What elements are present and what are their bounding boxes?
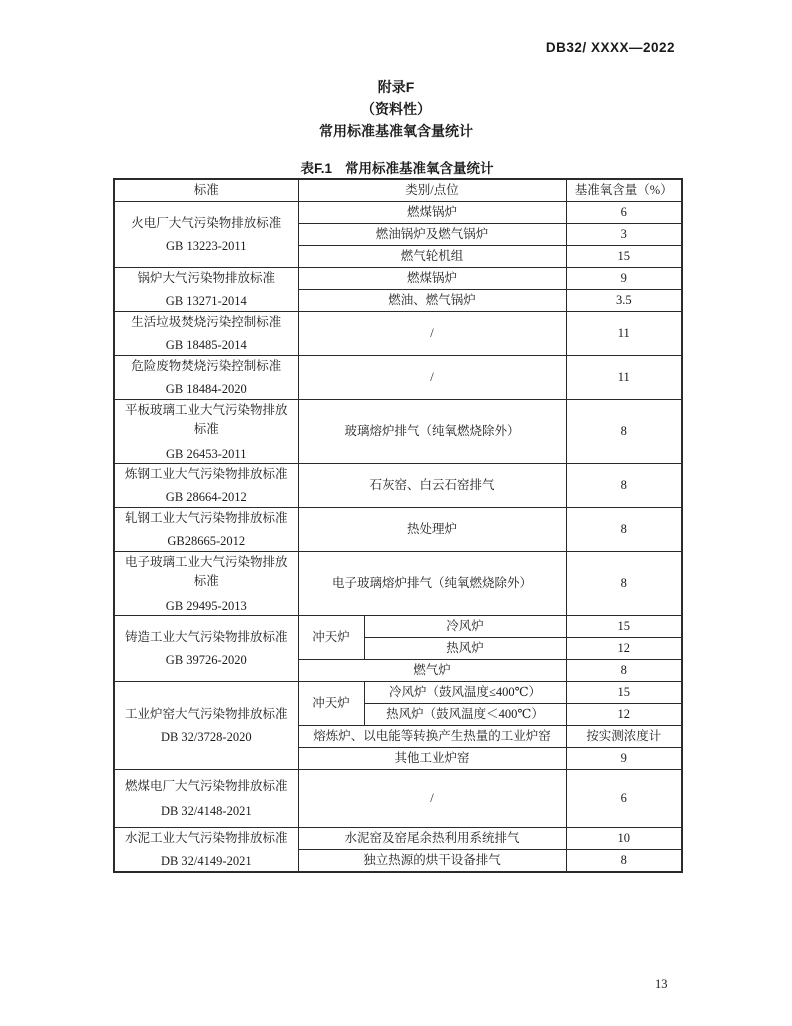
doc-code: DB32/ XXXX—2022 [545, 40, 675, 55]
category-cell: 热风炉（鼓风温度＜400℃） [364, 703, 566, 725]
standard-name: 生活垃圾焚烧污染控制标准 [131, 314, 282, 329]
standard-code: GB 39726-2020 [165, 653, 247, 668]
oxygen-value-cell: 3.5 [566, 289, 682, 311]
table-row [114, 769, 682, 827]
appendix-id: 附录F [377, 79, 415, 95]
standard-cell [114, 267, 298, 311]
category-cell: 热处理炉 [298, 507, 566, 551]
standard-cell [114, 551, 298, 615]
oxygen-value-cell: 12 [566, 703, 682, 725]
oxygen-value-cell: 9 [566, 747, 682, 769]
standard-cell [114, 681, 298, 769]
oxygen-content-table [113, 178, 683, 873]
standard-cell [114, 355, 298, 399]
standard-name: 燃煤电厂大气污染物排放标准 [124, 779, 288, 794]
standard-cell [114, 615, 298, 681]
oxygen-value-cell: 15 [566, 615, 682, 637]
standard-cell [114, 399, 298, 463]
table-header-row [114, 179, 682, 201]
table-caption-label: 表F.1 [300, 161, 332, 176]
standard-code: GB 26453-2011 [166, 446, 247, 461]
table-row [114, 355, 682, 399]
page-number: 13 [655, 977, 668, 991]
oxygen-value-cell: 8 [566, 551, 682, 615]
category-cell: 热风炉 [364, 637, 566, 659]
table-row [114, 615, 682, 637]
standard-code: GB 28664-2012 [165, 490, 247, 505]
category-cell: 燃煤锅炉 [298, 201, 566, 223]
standard-code: DB 32/4149-2021 [160, 854, 252, 869]
category-cell: 玻璃熔炉排气（纯氧燃烧除外） [298, 399, 566, 463]
table-row [114, 463, 682, 507]
oxygen-value-cell: 3 [566, 223, 682, 245]
standard-cell [114, 507, 298, 551]
category-cell: 电子玻璃熔炉排气（纯氧燃烧除外） [298, 551, 566, 615]
standard-name: 危险废物焚烧污染控制标准 [131, 358, 282, 373]
standard-name: 锅炉大气污染物排放标准 [137, 270, 275, 285]
table-caption [113, 157, 681, 177]
table-row [114, 681, 682, 703]
category-cell: / [298, 355, 566, 399]
oxygen-value-cell: 11 [566, 355, 682, 399]
oxygen-value-cell: 6 [566, 201, 682, 223]
table-row [114, 399, 682, 463]
category-cell: 燃气炉 [298, 659, 566, 681]
oxygen-value-cell: 按实测浓度计 [566, 725, 682, 747]
table-row [114, 827, 682, 849]
col-header-standard: 标准 [114, 179, 298, 201]
oxygen-value-cell: 8 [566, 659, 682, 681]
oxygen-value-cell: 8 [566, 399, 682, 463]
oxygen-value-cell: 15 [566, 245, 682, 267]
category-cell: / [298, 311, 566, 355]
oxygen-value-cell: 15 [566, 681, 682, 703]
standard-name: 轧钢工业大气污染物排放标准 [124, 510, 288, 525]
standard-name: 工业炉窑大气污染物排放标准 [124, 706, 288, 721]
standard-code: GB 29495-2013 [165, 598, 247, 613]
category-cell: 冷风炉（鼓风温度≤400℃） [364, 681, 566, 703]
table-row [114, 507, 682, 551]
standard-code: GB28665-2012 [167, 534, 246, 549]
oxygen-value-cell: 12 [566, 637, 682, 659]
category-cell: 熔炼炉、以电能等转换产生热量的工业炉窑 [298, 725, 566, 747]
col-header-oxygen: 基准氧含量（%） [566, 179, 682, 201]
appendix-name: 常用标准基准氧含量统计 [319, 123, 473, 139]
standard-code: DB 32/4148-2021 [160, 803, 252, 818]
standard-code: DB 32/3728-2020 [160, 730, 252, 745]
category-cell: 冷风炉 [364, 615, 566, 637]
category-cell: 石灰窑、白云石窑排气 [298, 463, 566, 507]
standard-cell [114, 769, 298, 827]
standard-name: 水泥工业大气污染物排放标准 [124, 830, 288, 845]
table-caption-title: 常用标准基准氧含量统计 [345, 161, 494, 176]
table-row [114, 311, 682, 355]
oxygen-value-cell: 8 [566, 507, 682, 551]
oxygen-value-cell: 6 [566, 769, 682, 827]
category-cell: 燃油锅炉及燃气锅炉 [298, 223, 566, 245]
category-cell: 燃气轮机组 [298, 245, 566, 267]
standard-cell [114, 201, 298, 267]
appendix-type: （资料性） [361, 101, 431, 117]
standard-code: GB 18485-2014 [165, 338, 247, 353]
category-cell: 燃油、燃气锅炉 [298, 289, 566, 311]
table-row [114, 551, 682, 615]
table-row [114, 267, 682, 289]
standard-name: 炼钢工业大气污染物排放标准 [124, 466, 288, 481]
oxygen-value-cell: 11 [566, 311, 682, 355]
subcategory-cell: 冲天炉 [298, 615, 364, 659]
appendix-title-block [0, 76, 792, 142]
standard-name: 电子玻璃工业大气污染物排放标准 [124, 554, 288, 589]
category-cell: 水泥窑及窑尾余热利用系统排气 [298, 827, 566, 849]
category-cell: 燃煤锅炉 [298, 267, 566, 289]
oxygen-value-cell: 8 [566, 463, 682, 507]
standard-name: 火电厂大气污染物排放标准 [131, 215, 282, 230]
standard-code: GB 13271-2014 [165, 294, 247, 309]
standard-name: 平板玻璃工业大气污染物排放标准 [124, 402, 288, 437]
standard-cell [114, 311, 298, 355]
oxygen-value-cell: 8 [566, 849, 682, 871]
col-header-category: 类别/点位 [298, 179, 566, 201]
standard-cell [114, 827, 298, 871]
standard-code: GB 13223-2011 [166, 239, 247, 254]
table-row [114, 201, 682, 223]
standard-name: 铸造工业大气污染物排放标准 [124, 629, 288, 644]
standard-cell [114, 463, 298, 507]
oxygen-value-cell: 9 [566, 267, 682, 289]
category-cell: 其他工业炉窑 [298, 747, 566, 769]
subcategory-cell: 冲天炉 [298, 681, 364, 725]
category-cell: 独立热源的烘干设备排气 [298, 849, 566, 871]
standard-code: GB 18484-2020 [165, 382, 247, 397]
category-cell: / [298, 769, 566, 827]
oxygen-value-cell: 10 [566, 827, 682, 849]
